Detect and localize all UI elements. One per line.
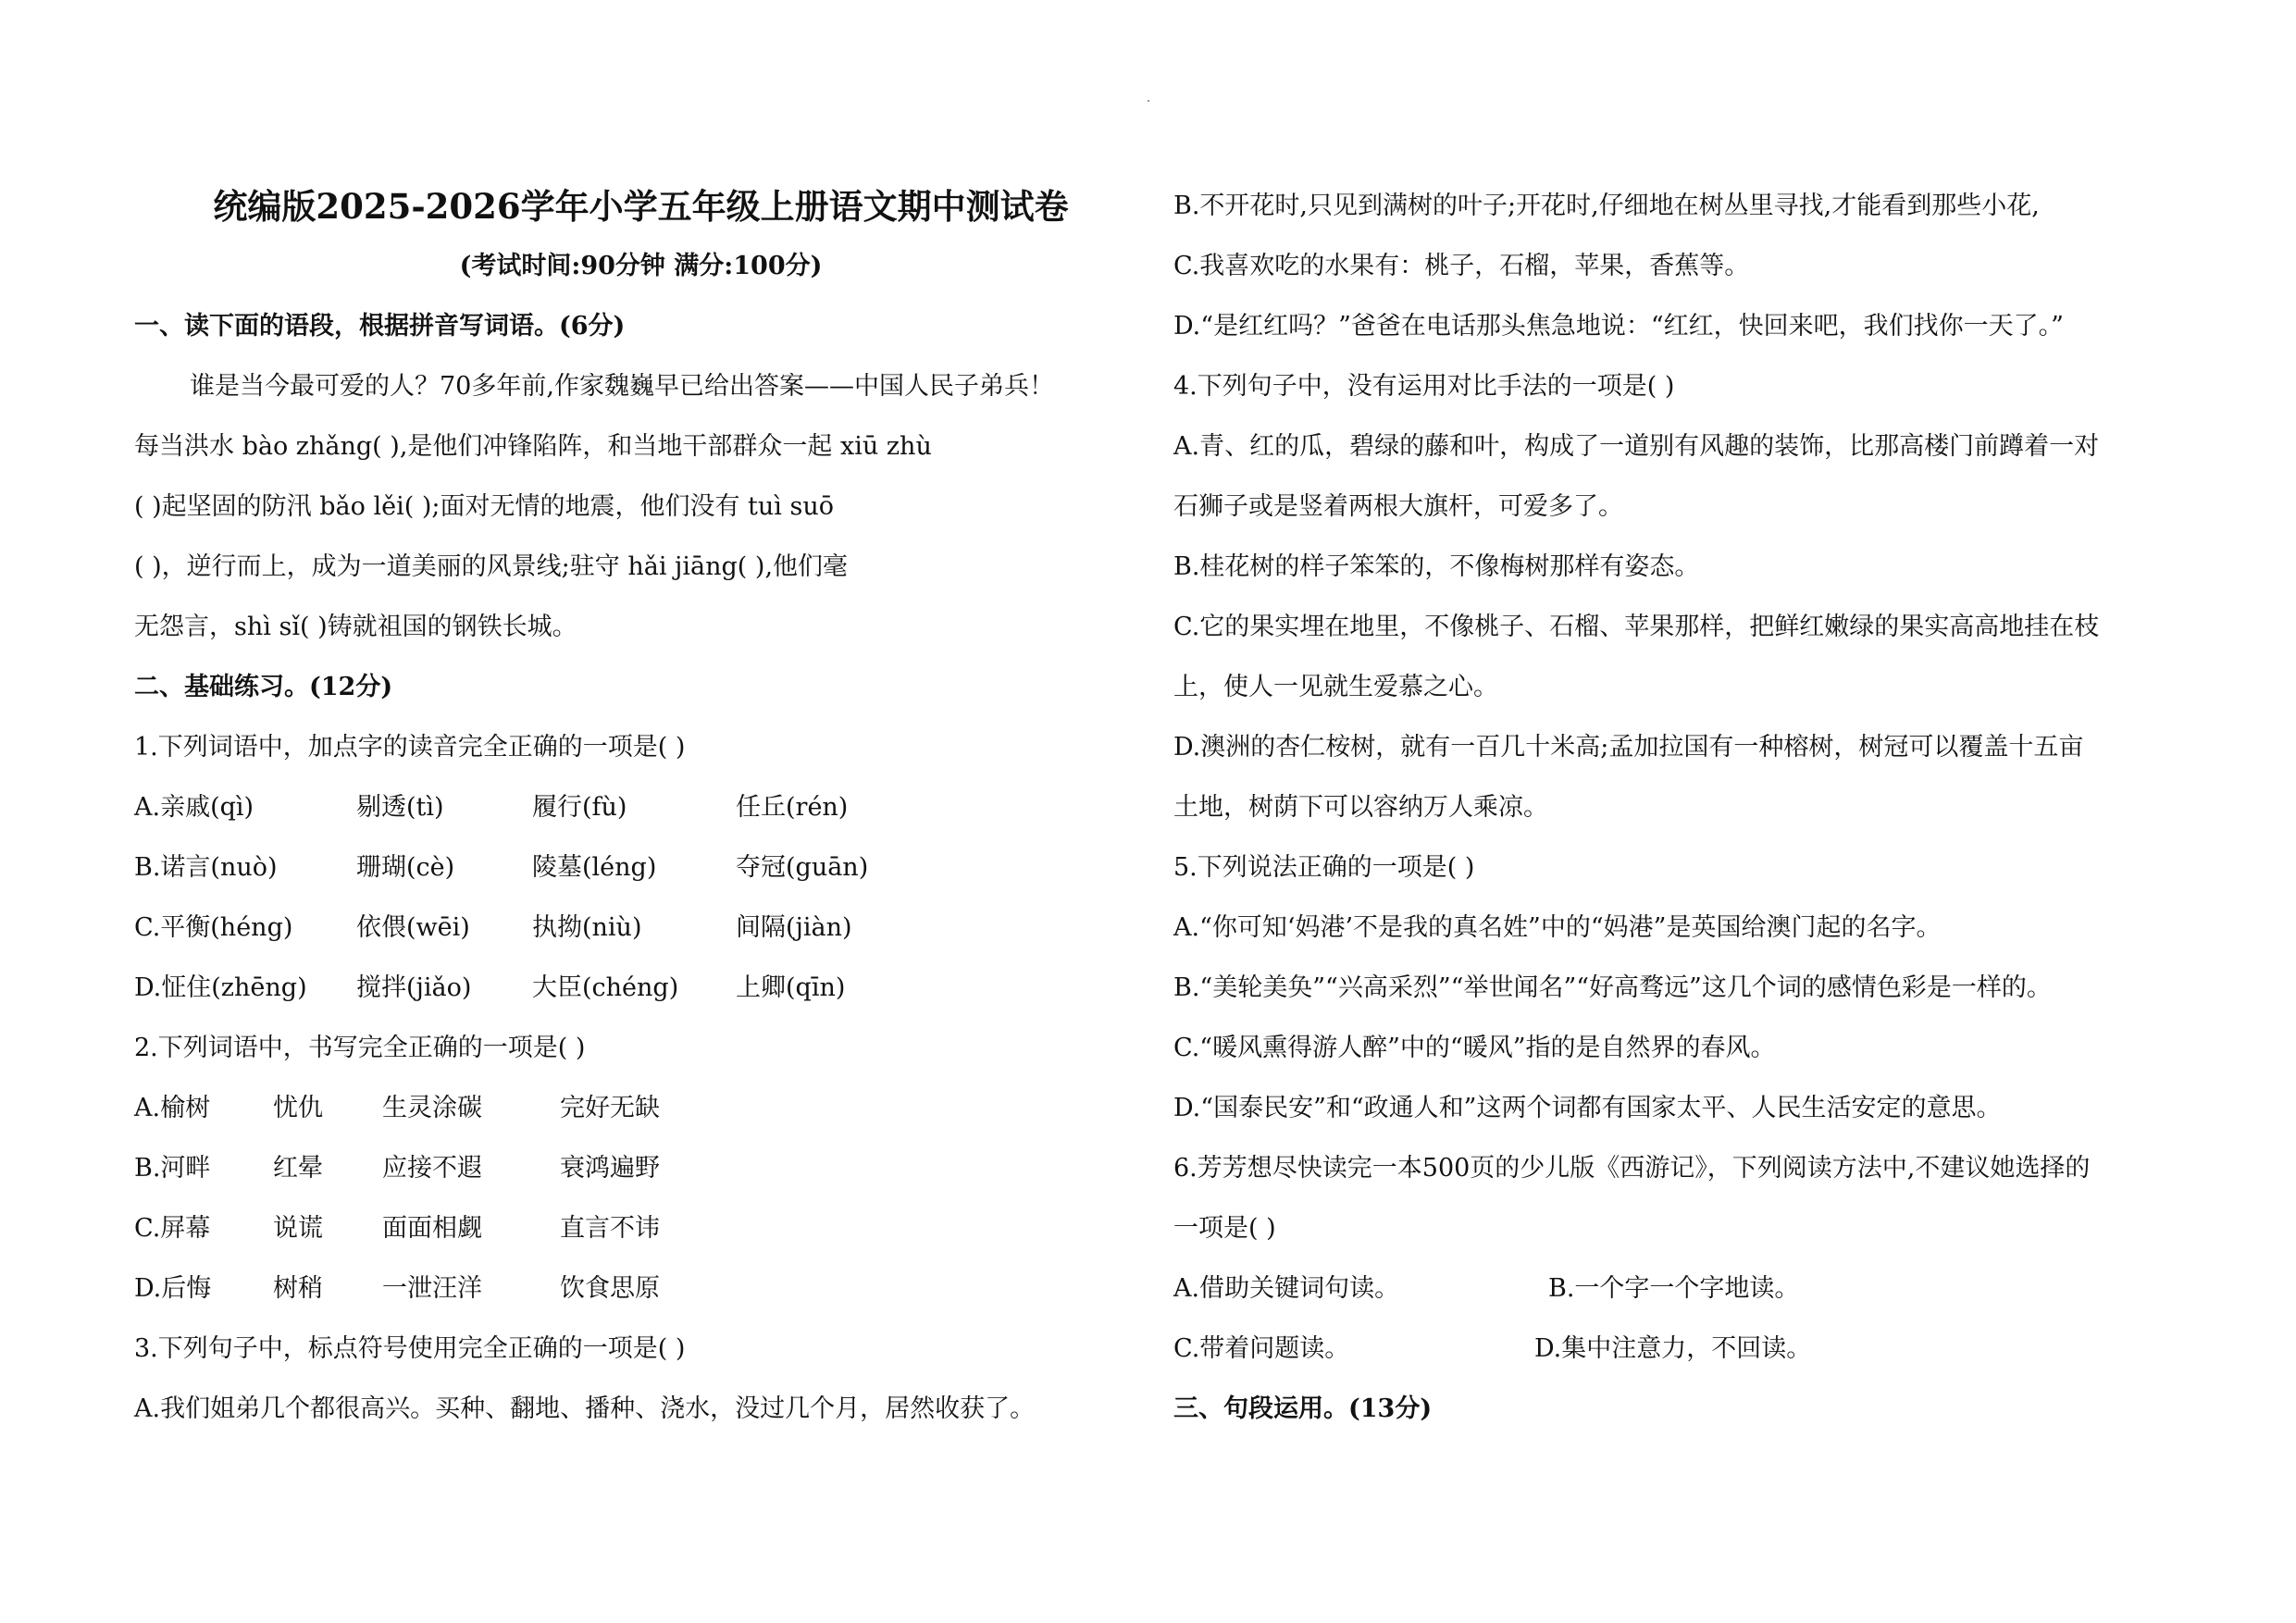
q1-c-word-3: 执拗(niù) <box>532 913 642 942</box>
q1-option-a <box>134 777 1148 838</box>
q3-stem: 3.下列句子中，标点符号使用完全正确的一项是( ) <box>134 1334 686 1363</box>
q2-d-word-1: D.后悔 <box>134 1274 212 1303</box>
q5-stem: 5.下列说法正确的一项是( ) <box>1173 853 1475 882</box>
exam-subtitle: (考试时间:90分钟 满分:100分) <box>459 252 823 280</box>
passage-line-2: 每当洪水 bào zhǎng( ),是他们冲锋陷阵，和当地干部群众一起 xiū zhù <box>134 432 932 461</box>
q6-stem-line-2: 一项是( ) <box>1173 1214 1276 1243</box>
q1-a-word-4: 任丘(rén) <box>736 793 849 822</box>
q2-d-word-3: 一泄汪洋 <box>382 1274 482 1303</box>
q1-a-word-1: A.亲戚(qì) <box>134 793 254 822</box>
q2-option-c <box>134 1198 1148 1259</box>
q2-a-word-3: 生灵涂碳 <box>382 1094 482 1122</box>
q2-c-word-3: 面面相觑 <box>382 1214 482 1243</box>
q1-d-word-1: D.怔住(zhēng) <box>134 973 307 1002</box>
q1-b-word-3: 陵墓(léng) <box>532 853 657 882</box>
passage-line-5: 无怨言，shì sǐ( )铸就祖国的钢铁长城。 <box>134 613 577 641</box>
q3-option-d: D.“是红红吗？”爸爸在电话那头焦急地说：“红红，快回来吧，我们找你一天了。” <box>1173 312 2064 341</box>
q4-line-6: D.澳洲的杏仁桉树，就有一百几十米高;孟加拉国有一种榕树，树冠可以覆盖十五亩 <box>1173 733 2084 762</box>
q2-b-word-2: 红晕 <box>273 1154 323 1183</box>
q1-d-word-3: 大臣(chéng) <box>532 973 679 1002</box>
q1-d-word-2: 搅拌(jiǎo) <box>356 973 472 1002</box>
q5-option-a: A.“你可知‘妈港’不是我的真名姓”中的“妈港”是英国给澳门起的名字。 <box>1173 913 1942 942</box>
q1-a-word-3: 履行(fù) <box>532 793 627 822</box>
q1-b-word-2: 珊瑚(cè) <box>356 853 455 882</box>
passage-line-1: 谁是当今最可爱的人？70多年前,作家魏巍早已给出答案——中国人民子弟兵！ <box>190 372 1054 401</box>
right-column <box>1173 0 2187 1623</box>
passage-line-4: ( )，逆行而上，成为一道美丽的风景线;驻守 hǎi jiāng( ),他们毫 <box>134 552 849 581</box>
q1-c-word-2: 依偎(wēi) <box>356 913 470 942</box>
q3-option-c: C.我喜欢吃的水果有：桃子，石榴，苹果，香蕉等。 <box>1173 252 1750 280</box>
q4-line-7: 土地，树荫下可以容纳万人乘凉。 <box>1173 793 1548 822</box>
q6-option-a: A.借助关键词句读。 <box>1173 1274 1400 1303</box>
q1-c-word-1: C.平衡(héng) <box>134 913 293 942</box>
q2-c-word-4: 直言不讳 <box>560 1214 660 1243</box>
q2-b-word-3: 应接不遐 <box>382 1154 482 1183</box>
passage-line-3: ( )起坚固的防汛 bǎo lěi( );面对无情的地震，他们没有 tuì suō <box>134 492 834 521</box>
q2-option-a <box>134 1078 1148 1139</box>
q2-b-word-4: 衰鸿遍野 <box>560 1154 660 1183</box>
q6-options-row-1 <box>1173 1258 2187 1319</box>
page-title: 统编版2025-2026学年小学五年级上册语文期中测试卷 <box>213 186 1069 227</box>
scan-dot <box>1148 100 1149 102</box>
q2-d-word-2: 树稍 <box>273 1274 323 1303</box>
q4-stem: 4.下列句子中，没有运用对比手法的一项是( ) <box>1173 372 1675 401</box>
q4-line-3: B.桂花树的样子笨笨的，不像梅树那样有姿态。 <box>1173 552 1700 581</box>
section1-heading: 一、读下面的语段，根据拼音写词语。(6分) <box>134 312 626 341</box>
q2-stem: 2.下列词语中，书写完全正确的一项是( ) <box>134 1034 586 1062</box>
q1-a-word-2: 剔透(tì) <box>356 793 444 822</box>
q2-a-word-1: A.榆树 <box>134 1094 211 1122</box>
q4-line-5: 上，使人一见就生爱慕之心。 <box>1173 673 1498 701</box>
q1-c-word-4: 间隔(jiàn) <box>736 913 852 942</box>
q2-d-word-4: 饮食思原 <box>560 1274 660 1303</box>
q1-b-word-4: 夺冠(guān) <box>736 853 869 882</box>
q2-option-d <box>134 1258 1148 1319</box>
q6-options-row-2 <box>1173 1319 2187 1380</box>
q6-stem-line-1: 6.芳芳想尽快读完一本500页的少儿版《西游记》，下列阅读方法中,不建议她选择的 <box>1173 1154 2091 1183</box>
q4-line-1: A.青、红的瓜，碧绿的藤和叶，构成了一道别有风趣的装饰，比那高楼门前蹲着一对 <box>1173 432 2100 461</box>
q2-a-word-4: 完好无缺 <box>560 1094 660 1122</box>
section2-heading: 二、基础练习。(12分) <box>134 673 393 701</box>
q1-option-b <box>134 837 1148 898</box>
q2-a-word-2: 忧仇 <box>273 1094 323 1122</box>
q3-option-a: A.我们姐弟几个都很高兴。买种、翻地、播种、浇水，没过几个月，居然收获了。 <box>134 1394 1036 1423</box>
q3-option-b: B.不开花时,只见到满树的叶子;开花时,仔细地在树丛里寻找,才能看到那些小花, <box>1173 192 2040 220</box>
q6-option-c: C.带着问题读。 <box>1173 1334 1350 1363</box>
q2-b-word-1: B.河畔 <box>134 1154 211 1183</box>
q2-c-word-2: 说谎 <box>273 1214 323 1243</box>
q2-option-b <box>134 1138 1148 1199</box>
q1-stem: 1.下列词语中，加点字的读音完全正确的一项是( ) <box>134 733 686 762</box>
section3-heading: 三、句段运用。(13分) <box>1173 1394 1433 1423</box>
q5-option-c: C.“暖风熏得游人醉”中的“暖风”指的是自然界的春风。 <box>1173 1034 1776 1062</box>
q4-line-4: C.它的果实埋在地里，不像桃子、石榴、苹果那样，把鲜红嫩绿的果实高高地挂在枝 <box>1173 613 2100 641</box>
q1-option-d <box>134 958 1148 1019</box>
q5-option-d: D.“国泰民安”和“政通人和”这两个词都有国家太平、人民生活安定的意思。 <box>1173 1094 2002 1122</box>
q1-b-word-1: B.诺言(nuò) <box>134 853 278 882</box>
q1-d-word-4: 上卿(qīn) <box>736 973 846 1002</box>
q6-option-b: B.一个字一个字地读。 <box>1548 1274 1800 1303</box>
left-column <box>134 0 1148 1623</box>
q2-c-word-1: C.屏幕 <box>134 1214 211 1243</box>
q5-option-b: B.“美轮美奂”“兴高采烈”“举世闻名”“好高骛远”这几个词的感情色彩是一样的。 <box>1173 973 2052 1002</box>
q1-option-c <box>134 898 1148 959</box>
q4-line-2: 石狮子或是竖着两根大旗杆，可爱多了。 <box>1173 492 1623 521</box>
q6-option-d: D.集中注意力，不回读。 <box>1534 1334 1812 1363</box>
